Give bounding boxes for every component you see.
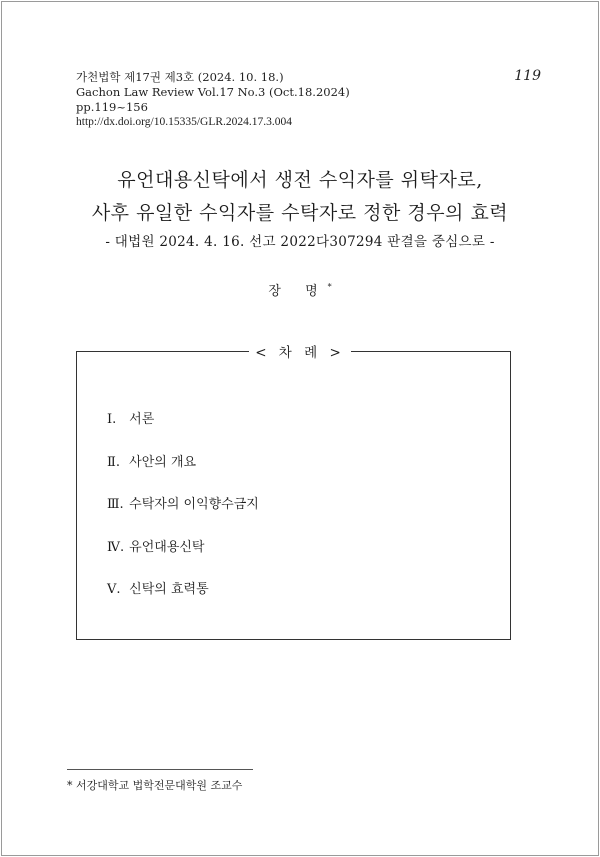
article-title-line-1: 유언대용신탁에서 생전 수익자를 위탁자로, bbox=[117, 169, 483, 191]
toc-heading-text: < 차 례 > bbox=[249, 345, 351, 361]
author-affiliation-footnote: * 서강대학교 법학전문대학원 조교수 bbox=[67, 779, 243, 792]
article-title-line-2: 사후 유일한 수익자를 수탁자로 정한 경우의 효력 bbox=[91, 202, 509, 224]
journal-header bbox=[76, 70, 350, 130]
toc-item-number: Ⅱ. bbox=[107, 454, 120, 470]
author-footnote-mark: * bbox=[327, 282, 332, 292]
toc-list bbox=[107, 410, 259, 623]
toc-item[interactable] bbox=[107, 538, 259, 581]
toc-item-label: 신탁의 효력통 bbox=[129, 582, 209, 597]
toc-item[interactable] bbox=[107, 410, 259, 453]
footnote-divider bbox=[67, 769, 253, 770]
toc-heading bbox=[0, 341, 600, 361]
toc-item-number: Ⅳ. bbox=[107, 539, 125, 555]
journal-title-english: Gachon Law Review Vol.17 No.3 (Oct.18.2024) bbox=[76, 85, 350, 99]
toc-item-number: Ⅲ. bbox=[107, 497, 124, 512]
toc-item[interactable] bbox=[107, 453, 259, 496]
page-number: 119 bbox=[514, 68, 541, 84]
page-range: pp.119~156 bbox=[76, 100, 148, 114]
article-subtitle: - 대법원 2024. 4. 16. 선고 2022다307294 판결을 중심으로 - bbox=[105, 234, 495, 250]
toc-item-label: 유언대용신탁 bbox=[129, 539, 205, 555]
toc-item[interactable] bbox=[107, 495, 259, 538]
toc-item-number: Ⅴ. bbox=[107, 582, 121, 597]
toc-item-label: 사안의 개요 bbox=[129, 454, 197, 470]
toc-item-label: 수탁자의 이익향수금지 bbox=[129, 497, 259, 512]
article-title-block bbox=[0, 164, 600, 252]
toc-item[interactable] bbox=[107, 580, 259, 623]
doi-link[interactable]: http://dx.doi.org/10.15335/GLR.2024.17.3.004 bbox=[76, 116, 293, 128]
toc-item-number: Ⅰ. bbox=[107, 412, 117, 427]
author bbox=[0, 280, 600, 299]
toc-item-label: 서론 bbox=[129, 412, 155, 427]
author-name: 장 명 bbox=[268, 284, 328, 299]
journal-title-korean: 가천법학 제17권 제3호 (2024. 10. 18.) bbox=[76, 70, 284, 84]
